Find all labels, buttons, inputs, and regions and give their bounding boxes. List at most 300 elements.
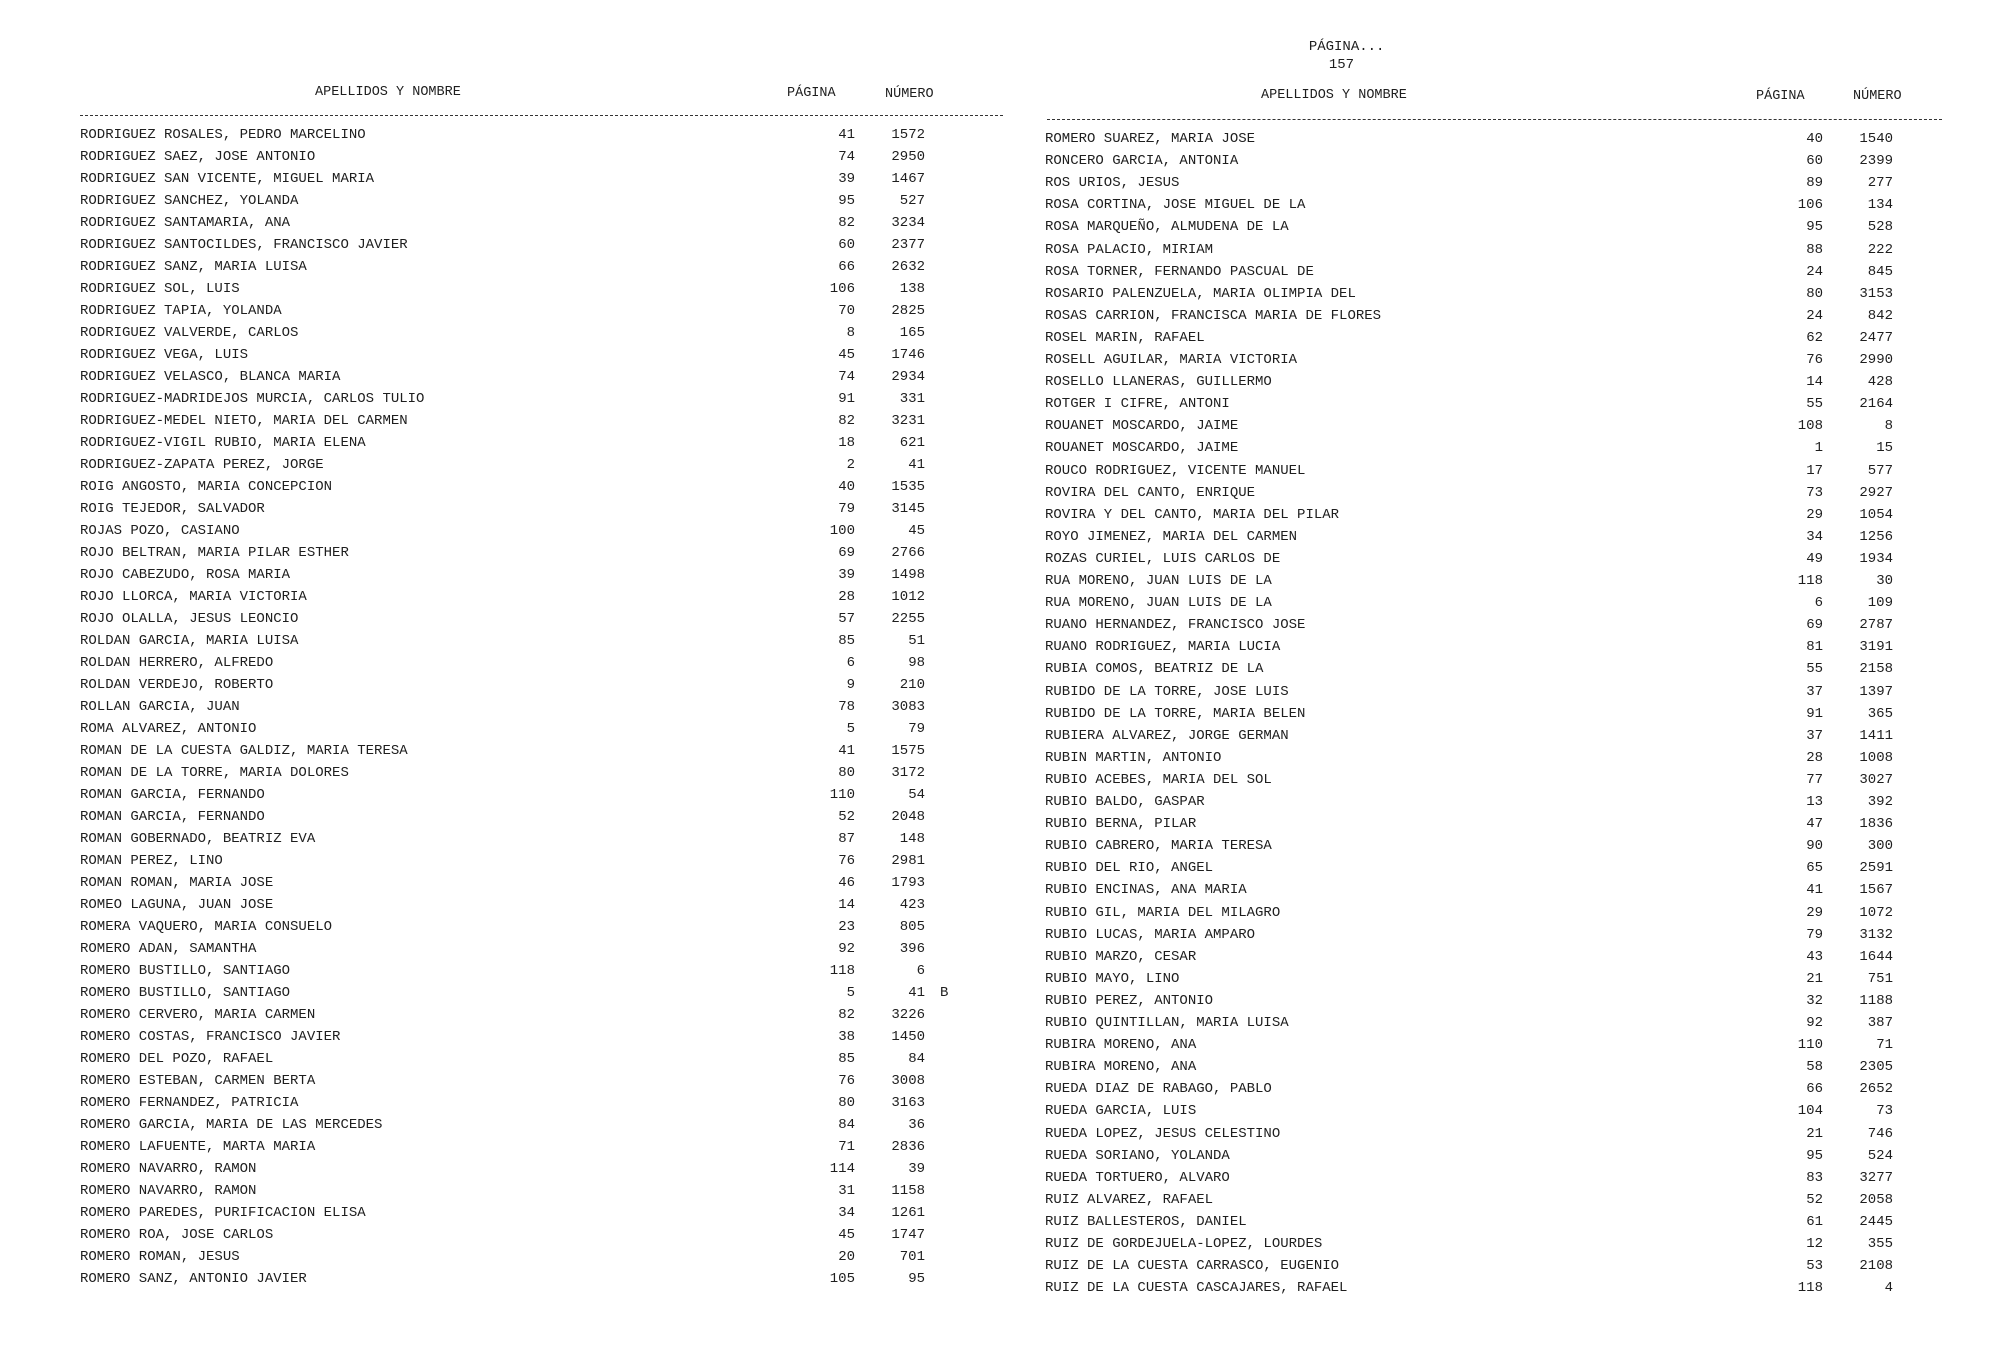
entry-name: RUBIA COMOS, BEATRIZ DE LA bbox=[1045, 661, 1264, 678]
entry-name: ROJO CABEZUDO, ROSA MARIA bbox=[80, 567, 291, 583]
entry-name: ROSARIO PALENZUELA, MARIA OLIMPIA DEL bbox=[1045, 285, 1356, 302]
entry-number: 396 bbox=[899, 941, 925, 957]
entry-page: 74 bbox=[838, 149, 855, 165]
entry-page: 45 bbox=[838, 1227, 855, 1243]
entry-number: 3277 bbox=[1859, 1169, 1893, 1186]
entry-number: 3008 bbox=[891, 1073, 925, 1089]
entry-number: 54 bbox=[908, 787, 925, 803]
entry-page: 60 bbox=[838, 237, 855, 253]
left-divider bbox=[80, 115, 1003, 116]
entry-name: ROMERO CERVERO, MARIA CARMEN bbox=[80, 1007, 316, 1023]
entry-name: RODRIGUEZ VALVERDE, CARLOS bbox=[80, 325, 299, 341]
right-header-name: APELLIDOS Y NOMBRE bbox=[1261, 88, 1407, 103]
entry-number: 1261 bbox=[891, 1205, 925, 1221]
entry-number: 365 bbox=[1867, 705, 1893, 722]
entry-page: 58 bbox=[1806, 1059, 1823, 1076]
entry-name: ROMERO NAVARRO, RAMON bbox=[80, 1161, 257, 1177]
entry-name: ROTGER I CIFRE, ANTONI bbox=[1045, 396, 1230, 413]
entry-page: 106 bbox=[829, 281, 855, 297]
entry-name: ROSELL AGUILAR, MARIA VICTORIA bbox=[1045, 352, 1298, 368]
entry-page: 49 bbox=[1806, 550, 1823, 567]
entry-page: 2 bbox=[846, 457, 855, 473]
entry-number: 1467 bbox=[891, 171, 925, 187]
entry-number: 71 bbox=[1876, 1037, 1893, 1054]
entry-name: RODRIGUEZ-MEDEL NIETO, MARIA DEL CARMEN bbox=[80, 413, 408, 429]
entry-number: 1072 bbox=[1859, 904, 1893, 921]
entry-number: 2477 bbox=[1859, 329, 1893, 346]
entry-name: ROMERO ADAN, SAMANTHA bbox=[80, 941, 257, 957]
entry-page: 76 bbox=[838, 1073, 855, 1089]
entry-name: ROMA ALVAREZ, ANTONIO bbox=[80, 721, 257, 737]
entry-page: 34 bbox=[1806, 528, 1823, 545]
entry-number: 2445 bbox=[1859, 1213, 1893, 1230]
entry-number: 138 bbox=[899, 281, 925, 297]
entry-page: 55 bbox=[1806, 396, 1823, 413]
entry-number: 527 bbox=[899, 193, 925, 209]
entry-name: ROMERO GARCIA, MARIA DE LAS MERCEDES bbox=[80, 1117, 383, 1133]
entry-number: 331 bbox=[899, 391, 925, 407]
entry-name: RUEDA DIAZ DE RABAGO, PABLO bbox=[1045, 1081, 1272, 1098]
entry-number: 2255 bbox=[891, 611, 925, 627]
entry-number: 2990 bbox=[1859, 352, 1893, 368]
entry-name: RUBIO MAYO, LINO bbox=[1045, 970, 1180, 987]
entry-page: 118 bbox=[1797, 1280, 1823, 1297]
entry-number: 109 bbox=[1867, 595, 1893, 612]
entry-name: ROMERA VAQUERO, MARIA CONSUELO bbox=[80, 919, 333, 935]
entry-name: RUBIO DEL RIO, ANGEL bbox=[1045, 860, 1214, 877]
entry-page: 40 bbox=[1806, 131, 1823, 147]
entry-page: 80 bbox=[838, 765, 855, 781]
entry-number: 1793 bbox=[891, 875, 925, 891]
entry-page: 66 bbox=[1806, 1081, 1823, 1098]
entry-page: 60 bbox=[1806, 153, 1823, 170]
entry-page: 104 bbox=[1797, 1103, 1823, 1120]
entry-number: 41 bbox=[908, 457, 925, 473]
entry-name: ROJO LLORCA, MARIA VICTORIA bbox=[80, 589, 307, 605]
entry-number: 6 bbox=[916, 963, 925, 979]
entry-name: ROSELLO LLANERAS, GUILLERMO bbox=[1045, 374, 1272, 391]
entry-page: 70 bbox=[838, 303, 855, 319]
entry-name: RODRIGUEZ SAN VICENTE, MIGUEL MARIA bbox=[80, 171, 375, 187]
entry-page: 6 bbox=[1814, 595, 1823, 612]
entry-number: 3163 bbox=[891, 1095, 925, 1111]
entry-page: 92 bbox=[1806, 1015, 1823, 1031]
entry-page: 80 bbox=[838, 1095, 855, 1111]
entry-number: 2950 bbox=[891, 149, 925, 165]
entry-number: 2377 bbox=[891, 237, 925, 253]
entry-page: 37 bbox=[1806, 683, 1823, 700]
entry-page: 95 bbox=[1806, 1147, 1823, 1164]
entry-number: 1934 bbox=[1859, 550, 1893, 567]
entry-page: 46 bbox=[838, 875, 855, 891]
entry-number: 1054 bbox=[1859, 506, 1893, 523]
entry-number: 45 bbox=[908, 523, 925, 539]
entry-page: 77 bbox=[1806, 771, 1823, 788]
entry-name: RUBIN MARTIN, ANTONIO bbox=[1045, 749, 1222, 766]
left-header-number: NÚMERO bbox=[885, 87, 934, 102]
entry-name: ROSEL MARIN, RAFAEL bbox=[1045, 329, 1205, 346]
entry-page: 40 bbox=[838, 479, 855, 495]
entry-name: RUBIO QUINTILLAN, MARIA LUISA bbox=[1045, 1015, 1289, 1031]
entry-name: RUIZ DE LA CUESTA CASCAJARES, RAFAEL bbox=[1045, 1280, 1348, 1297]
entry-page: 78 bbox=[838, 699, 855, 715]
right-divider bbox=[1047, 119, 1942, 120]
entry-page: 57 bbox=[838, 611, 855, 627]
entry-page: 95 bbox=[1806, 219, 1823, 236]
entry-page: 95 bbox=[838, 193, 855, 209]
entry-number: 2825 bbox=[891, 303, 925, 319]
entry-number: 2927 bbox=[1859, 484, 1893, 501]
entry-number: 3153 bbox=[1859, 285, 1893, 302]
entry-number: 423 bbox=[899, 897, 925, 913]
entry-page: 118 bbox=[1797, 573, 1823, 589]
entry-page: 39 bbox=[838, 171, 855, 187]
entry-number: 1450 bbox=[891, 1029, 925, 1045]
entry-number: 355 bbox=[1867, 1236, 1893, 1252]
entry-number: 2108 bbox=[1859, 1258, 1893, 1275]
entry-name: ROMERO BUSTILLO, SANTIAGO bbox=[80, 985, 291, 1001]
entry-name: RUBIRA MORENO, ANA bbox=[1045, 1037, 1197, 1054]
entry-page: 18 bbox=[838, 435, 855, 451]
entry-number: 3172 bbox=[891, 765, 925, 781]
entry-number: 1158 bbox=[891, 1183, 925, 1199]
entry-number: 1575 bbox=[891, 743, 925, 759]
entry-page: 52 bbox=[838, 809, 855, 825]
entry-number: 84 bbox=[908, 1051, 925, 1067]
entry-page: 76 bbox=[1806, 352, 1823, 368]
entry-number: 2632 bbox=[891, 259, 925, 275]
entry-number: 2591 bbox=[1859, 860, 1893, 877]
entry-page: 92 bbox=[838, 941, 855, 957]
entry-page: 41 bbox=[1806, 882, 1823, 899]
entry-number: 41 bbox=[908, 985, 925, 1001]
entry-page: 34 bbox=[838, 1205, 855, 1221]
entry-name: RUANO RODRIGUEZ, MARIA LUCIA bbox=[1045, 639, 1281, 656]
entry-page: 24 bbox=[1806, 307, 1823, 324]
entry-number: 2158 bbox=[1859, 661, 1893, 678]
entry-name: RUIZ BALLESTEROS, DANIEL bbox=[1045, 1213, 1247, 1230]
entry-name: ROMERO BUSTILLO, SANTIAGO bbox=[80, 963, 291, 979]
entry-number: 1567 bbox=[1859, 882, 1893, 899]
entry-name: RUEDA LOPEZ, JESUS CELESTINO bbox=[1045, 1125, 1281, 1142]
entry-number: 1540 bbox=[1859, 131, 1893, 147]
entry-page: 37 bbox=[1806, 727, 1823, 744]
entry-page: 79 bbox=[838, 501, 855, 517]
entry-name: RUEDA GARCIA, LUIS bbox=[1045, 1103, 1197, 1120]
entry-name: RODRIGUEZ SOL, LUIS bbox=[80, 281, 240, 297]
entry-name: ROMAN PEREZ, LINO bbox=[80, 853, 223, 869]
entry-page: 29 bbox=[1806, 904, 1823, 921]
entry-page: 106 bbox=[1797, 197, 1823, 214]
entry-number: 1747 bbox=[891, 1227, 925, 1243]
entry-number: 8 bbox=[1884, 418, 1893, 435]
entry-number: 210 bbox=[899, 677, 925, 693]
entry-page: 100 bbox=[829, 523, 855, 539]
entry-number: 577 bbox=[1867, 462, 1893, 479]
entry-number: 751 bbox=[1867, 970, 1893, 987]
entry-page: 83 bbox=[1806, 1169, 1823, 1186]
entry-name: ROMERO ROMAN, JESUS bbox=[80, 1249, 240, 1265]
entry-page: 74 bbox=[838, 369, 855, 385]
entry-name: ROMERO ROA, JOSE CARLOS bbox=[80, 1227, 274, 1243]
entry-number: 524 bbox=[1867, 1147, 1893, 1164]
entry-page: 9 bbox=[846, 677, 855, 693]
entry-name: RONCERO GARCIA, ANTONIA bbox=[1045, 153, 1239, 170]
entry-name: ROUANET MOSCARDO, JAIME bbox=[1045, 440, 1239, 457]
entry-page: 89 bbox=[1806, 175, 1823, 192]
entry-name: ROMERO ESTEBAN, CARMEN BERTA bbox=[80, 1073, 316, 1089]
entry-number: 1012 bbox=[891, 589, 925, 605]
entry-name: ROIG TEJEDOR, SALVADOR bbox=[80, 501, 265, 517]
entry-name: RUBIRA MORENO, ANA bbox=[1045, 1059, 1197, 1076]
entry-name: RODRIGUEZ VEGA, LUIS bbox=[80, 347, 249, 363]
entry-page: 90 bbox=[1806, 838, 1823, 855]
entry-page: 82 bbox=[838, 413, 855, 429]
entry-page: 5 bbox=[846, 985, 855, 1001]
entry-page: 71 bbox=[838, 1139, 855, 1155]
entry-name: ROLLAN GARCIA, JUAN bbox=[80, 699, 240, 715]
entry-name: RODRIGUEZ-MADRIDEJOS MURCIA, CARLOS TULIO bbox=[80, 391, 425, 407]
entry-page: 28 bbox=[1806, 749, 1823, 766]
entry-number: 805 bbox=[899, 919, 925, 935]
entry-number: 1572 bbox=[891, 127, 925, 143]
entry-name: ROMERO LAFUENTE, MARTA MARIA bbox=[80, 1139, 316, 1155]
entry-name: RUIZ ALVAREZ, RAFAEL bbox=[1045, 1191, 1214, 1208]
entry-name: ROJO OLALLA, JESUS LEONCIO bbox=[80, 611, 299, 627]
entry-name: ROMAN DE LA CUESTA GALDIZ, MARIA TERESA bbox=[80, 743, 408, 759]
entry-page: 8 bbox=[846, 325, 855, 341]
entry-name: ROMAN GARCIA, FERNANDO bbox=[80, 787, 265, 803]
entry-number: 95 bbox=[908, 1271, 925, 1287]
entry-page: 114 bbox=[829, 1161, 855, 1177]
entry-name: RUBIDO DE LA TORRE, MARIA BELEN bbox=[1045, 705, 1306, 722]
entry-name: RUBIERA ALVAREZ, JORGE GERMAN bbox=[1045, 727, 1289, 744]
entry-name: RUA MORENO, JUAN LUIS DE LA bbox=[1045, 595, 1272, 612]
entry-page: 79 bbox=[1806, 926, 1823, 943]
entry-name: ROMERO NAVARRO, RAMON bbox=[80, 1183, 257, 1199]
entry-number: 528 bbox=[1867, 219, 1893, 236]
page-number: 157 bbox=[1328, 57, 1355, 73]
entry-number: 3027 bbox=[1859, 771, 1893, 788]
entry-name: ROMEO LAGUNA, JUAN JOSE bbox=[80, 897, 274, 913]
entry-number: 148 bbox=[899, 831, 925, 847]
entry-name: RODRIGUEZ SANCHEZ, YOLANDA bbox=[80, 193, 299, 209]
entry-page: 110 bbox=[1797, 1037, 1823, 1054]
entry-number: 387 bbox=[1867, 1015, 1893, 1031]
entry-number: 1746 bbox=[891, 347, 925, 363]
entry-name: ROVIRA DEL CANTO, ENRIQUE bbox=[1045, 484, 1256, 501]
entry-page: 91 bbox=[838, 391, 855, 407]
entry-name: RODRIGUEZ-ZAPATA PEREZ, JORGE bbox=[80, 457, 324, 473]
entry-name: ROLDAN VERDEJO, ROBERTO bbox=[80, 677, 274, 693]
entry-page: 12 bbox=[1806, 1236, 1823, 1252]
entry-number: 2058 bbox=[1859, 1191, 1893, 1208]
entry-name: ROMAN DE LA TORRE, MARIA DOLORES bbox=[80, 765, 349, 781]
entry-name: RODRIGUEZ-VIGIL RUBIO, MARIA ELENA bbox=[80, 435, 366, 451]
entry-page: 105 bbox=[829, 1271, 855, 1287]
entry-name: RUBIO PEREZ, ANTONIO bbox=[1045, 992, 1214, 1009]
entry-name: ROMERO COSTAS, FRANCISCO JAVIER bbox=[80, 1029, 341, 1045]
entry-number: 51 bbox=[908, 633, 925, 649]
entry-page: 118 bbox=[829, 963, 855, 979]
entry-name: ROSA MARQUEÑO, ALMUDENA DE LA bbox=[1045, 219, 1289, 236]
entry-page: 28 bbox=[838, 589, 855, 605]
entry-page: 108 bbox=[1797, 418, 1823, 435]
entry-number: 1535 bbox=[891, 479, 925, 495]
entry-name: ROMERO FERNANDEZ, PATRICIA bbox=[80, 1095, 299, 1111]
entry-page: 88 bbox=[1806, 241, 1823, 258]
entry-number: 621 bbox=[899, 435, 925, 451]
entry-page: 41 bbox=[838, 743, 855, 759]
entry-number: 2399 bbox=[1859, 153, 1893, 170]
entry-name: ROIG ANGOSTO, MARIA CONCEPCION bbox=[80, 479, 333, 495]
entry-name: ROUCO RODRIGUEZ, VICENTE MANUEL bbox=[1045, 462, 1306, 479]
entry-number: 1411 bbox=[1859, 727, 1893, 744]
entry-page: 14 bbox=[1806, 374, 1823, 391]
entry-number: 2787 bbox=[1859, 617, 1893, 634]
entry-page: 84 bbox=[838, 1117, 855, 1133]
entry-name: ROMERO DEL POZO, RAFAEL bbox=[80, 1051, 274, 1067]
entry-page: 45 bbox=[838, 347, 855, 363]
entry-number: 428 bbox=[1867, 374, 1893, 391]
entry-number: 3145 bbox=[891, 501, 925, 517]
entry-number: 1256 bbox=[1859, 528, 1893, 545]
entry-name: ROZAS CURIEL, LUIS CARLOS DE bbox=[1045, 550, 1281, 567]
entry-number: 73 bbox=[1876, 1103, 1893, 1120]
entry-page: 73 bbox=[1806, 484, 1823, 501]
entry-page: 39 bbox=[838, 567, 855, 583]
entry-page: 13 bbox=[1806, 794, 1823, 810]
entry-name: RUEDA TORTUERO, ALVARO bbox=[1045, 1169, 1230, 1186]
entry-name: ROYO JIMENEZ, MARIA DEL CARMEN bbox=[1045, 528, 1298, 545]
entry-number: 1397 bbox=[1859, 683, 1893, 700]
entry-page: 80 bbox=[1806, 285, 1823, 302]
entry-name: ROLDAN HERRERO, ALFREDO bbox=[80, 655, 274, 671]
entry-name: RUIZ DE LA CUESTA CARRASCO, EUGENIO bbox=[1045, 1258, 1340, 1275]
entry-number: 3191 bbox=[1859, 639, 1893, 656]
entry-name: ROMERO SANZ, ANTONIO JAVIER bbox=[80, 1271, 307, 1287]
entry-page: 69 bbox=[838, 545, 855, 561]
left-header-name: APELLIDOS Y NOMBRE bbox=[315, 85, 461, 100]
entry-number: 842 bbox=[1867, 307, 1893, 324]
entry-number: 98 bbox=[908, 655, 925, 671]
entry-number: 79 bbox=[908, 721, 925, 737]
entry-name: RODRIGUEZ SAEZ, JOSE ANTONIO bbox=[80, 149, 316, 165]
entry-page: 82 bbox=[838, 215, 855, 231]
entry-page: 31 bbox=[838, 1183, 855, 1199]
entry-name: RUBIO CABRERO, MARIA TERESA bbox=[1045, 838, 1272, 855]
entry-page: 32 bbox=[1806, 992, 1823, 1009]
entry-number: 2836 bbox=[891, 1139, 925, 1155]
entry-number: 300 bbox=[1867, 838, 1893, 855]
entry-page: 55 bbox=[1806, 661, 1823, 678]
entry-name: RODRIGUEZ ROSALES, PEDRO MARCELINO bbox=[80, 127, 366, 143]
entry-page: 53 bbox=[1806, 1258, 1823, 1275]
entry-name: ROSA CORTINA, JOSE MIGUEL DE LA bbox=[1045, 197, 1306, 214]
entry-name: RUA MORENO, JUAN LUIS DE LA bbox=[1045, 573, 1272, 589]
entry-name: RUEDA SORIANO, YOLANDA bbox=[1045, 1147, 1230, 1164]
entry-number: 746 bbox=[1867, 1125, 1893, 1142]
entry-page: 21 bbox=[1806, 1125, 1823, 1142]
entry-number: 39 bbox=[908, 1161, 925, 1177]
entry-page: 85 bbox=[838, 1051, 855, 1067]
entry-page: 69 bbox=[1806, 617, 1823, 634]
entry-name: ROMERO PAREDES, PURIFICACION ELISA bbox=[80, 1205, 366, 1221]
entry-page: 38 bbox=[838, 1029, 855, 1045]
entry-number: 392 bbox=[1867, 794, 1893, 810]
entry-page: 76 bbox=[838, 853, 855, 869]
entry-name: RUANO HERNANDEZ, FRANCISCO JOSE bbox=[1045, 617, 1306, 634]
entry-page: 20 bbox=[838, 1249, 855, 1265]
entry-number: 2934 bbox=[891, 369, 925, 385]
entry-name: RUBIO BERNA, PILAR bbox=[1045, 816, 1197, 833]
entry-name: ROSA TORNER, FERNANDO PASCUAL DE bbox=[1045, 263, 1314, 280]
entry-flag: B bbox=[940, 985, 949, 1001]
entry-name: RODRIGUEZ SANZ, MARIA LUISA bbox=[80, 259, 307, 275]
entry-page: 66 bbox=[838, 259, 855, 275]
entry-name: ROJAS POZO, CASIANO bbox=[80, 523, 240, 539]
entry-page: 17 bbox=[1806, 462, 1823, 479]
entry-page: 41 bbox=[838, 127, 855, 143]
entry-page: 29 bbox=[1806, 506, 1823, 523]
entry-page: 62 bbox=[1806, 329, 1823, 346]
entry-name: RODRIGUEZ TAPIA, YOLANDA bbox=[80, 303, 282, 319]
entry-name: ROJO BELTRAN, MARIA PILAR ESTHER bbox=[80, 545, 349, 561]
entry-number: 36 bbox=[908, 1117, 925, 1133]
entry-page: 47 bbox=[1806, 816, 1823, 833]
entry-number: 2766 bbox=[891, 545, 925, 561]
entry-name: RUBIO BALDO, GASPAR bbox=[1045, 794, 1205, 810]
entry-page: 1 bbox=[1814, 440, 1823, 457]
entry-page: 6 bbox=[846, 655, 855, 671]
entry-name: RUBIO LUCAS, MARIA AMPARO bbox=[1045, 926, 1256, 943]
entry-page: 110 bbox=[829, 787, 855, 803]
entry-number: 2981 bbox=[891, 853, 925, 869]
entry-page: 24 bbox=[1806, 263, 1823, 280]
entry-name: ROLDAN GARCIA, MARIA LUISA bbox=[80, 633, 299, 649]
entry-name: RODRIGUEZ SANTAMARIA, ANA bbox=[80, 215, 291, 231]
entry-name: RUIZ DE GORDEJUELA-LOPEZ, LOURDES bbox=[1045, 1236, 1323, 1252]
entry-name: ROVIRA Y DEL CANTO, MARIA DEL PILAR bbox=[1045, 506, 1340, 523]
entry-page: 43 bbox=[1806, 948, 1823, 965]
entry-page: 65 bbox=[1806, 860, 1823, 877]
entry-name: ROMAN GOBERNADO, BEATRIZ EVA bbox=[80, 831, 316, 847]
entry-page: 85 bbox=[838, 633, 855, 649]
entry-name: ROSAS CARRION, FRANCISCA MARIA DE FLORES bbox=[1045, 307, 1382, 324]
entry-name: ROSA PALACIO, MIRIAM bbox=[1045, 241, 1214, 258]
entry-number: 2305 bbox=[1859, 1059, 1893, 1076]
left-header-page: PÁGINA bbox=[787, 86, 836, 101]
entry-number: 15 bbox=[1876, 440, 1893, 457]
entry-name: RUBIDO DE LA TORRE, JOSE LUIS bbox=[1045, 683, 1289, 700]
entry-name: RODRIGUEZ SANTOCILDES, FRANCISCO JAVIER bbox=[80, 237, 408, 253]
entry-number: 3132 bbox=[1859, 926, 1893, 943]
entry-number: 277 bbox=[1867, 175, 1893, 192]
page-number-header bbox=[1292, 20, 1384, 74]
entry-name: RUBIO MARZO, CESAR bbox=[1045, 948, 1197, 965]
entry-page: 87 bbox=[838, 831, 855, 847]
entry-number: 165 bbox=[899, 325, 925, 341]
entry-name: RUBIO ENCINAS, ANA MARIA bbox=[1045, 882, 1247, 899]
entry-page: 82 bbox=[838, 1007, 855, 1023]
entry-name: RODRIGUEZ VELASCO, BLANCA MARIA bbox=[80, 369, 341, 385]
entry-number: 30 bbox=[1876, 573, 1893, 589]
entry-number: 1836 bbox=[1859, 816, 1893, 833]
entry-page: 5 bbox=[846, 721, 855, 737]
entry-number: 3231 bbox=[891, 413, 925, 429]
entry-number: 2048 bbox=[891, 809, 925, 825]
entry-number: 2164 bbox=[1859, 396, 1893, 413]
